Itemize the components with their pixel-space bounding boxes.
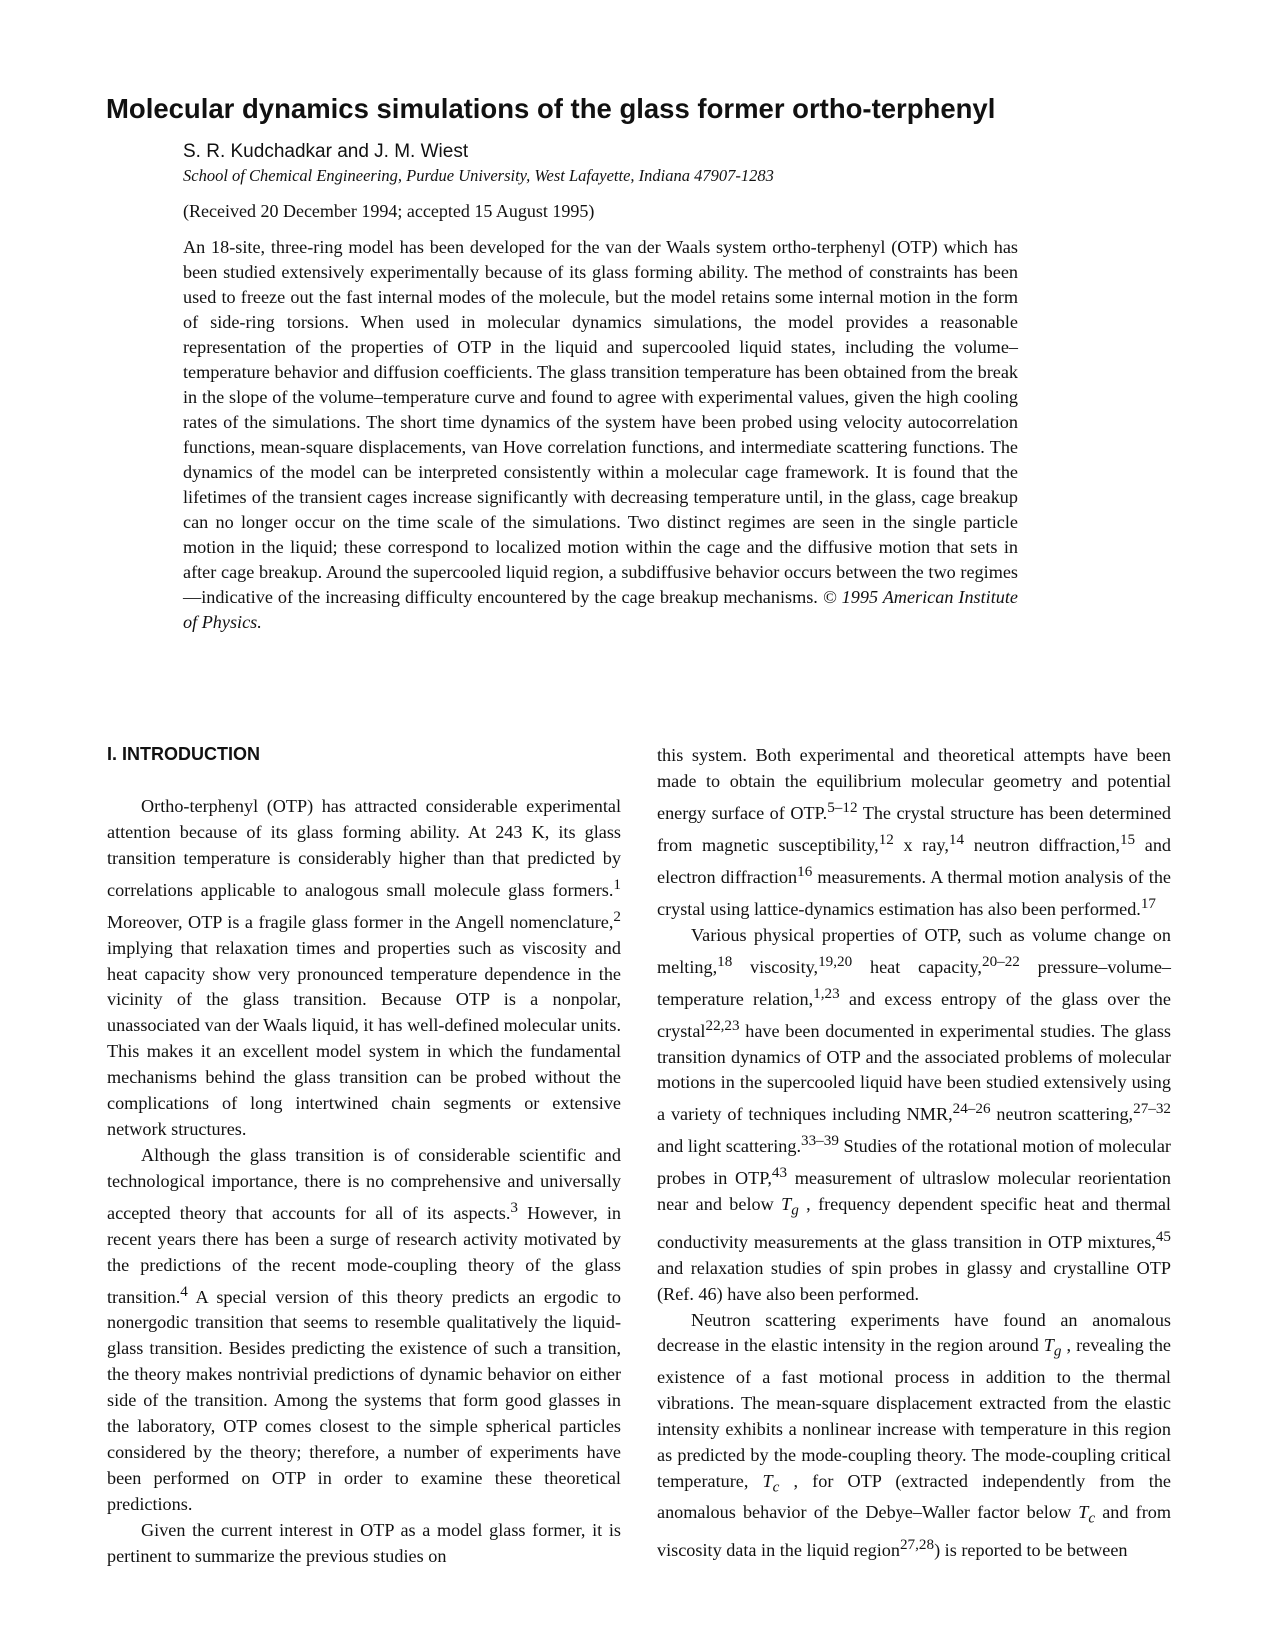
intro-paragraph-3 xyxy=(107,1518,621,1570)
text-span: ) is reported to be between xyxy=(934,1539,1128,1560)
text-span: heat capacity, xyxy=(852,956,982,977)
text-span: and relaxation studies of spin probes in glassy and crystalline OTP (Ref. 46) have also been performed. xyxy=(657,1257,1171,1304)
text-span: Studies of the rotational motion of molecular probes in OTP, xyxy=(657,1136,1171,1189)
text-span: Given the current interest in OTP as a model glass former, it is pertinent to summarize the previous studies on xyxy=(107,1519,621,1566)
intro-paragraph-5 xyxy=(657,1308,1171,1564)
citation-ref: 17 xyxy=(1140,894,1156,912)
text-span: this system. Both experimental and theoretical attempts have been made to obtain the equilibrium molecular geometry and potential energy surface of OTP. xyxy=(657,745,1171,823)
copyright-notice: © 1995 American Institute of Physics. xyxy=(183,587,1019,632)
math-symbol: T xyxy=(1078,1502,1089,1523)
abstract xyxy=(183,235,1018,635)
intro-paragraph-2 xyxy=(107,1143,621,1518)
citation-ref: 2 xyxy=(613,907,621,925)
math-subscript: g xyxy=(1053,1343,1062,1361)
math-subscript: c xyxy=(1088,1509,1096,1527)
math-symbol: T xyxy=(781,1194,792,1215)
citation-ref: 15 xyxy=(1119,830,1136,848)
intro-paragraph-4 xyxy=(657,923,1171,1308)
math-subscript: c xyxy=(772,1478,780,1496)
right-column xyxy=(657,743,1171,1564)
text-span: neutron scattering, xyxy=(990,1104,1134,1125)
math-symbol: T xyxy=(1043,1335,1054,1356)
citation-ref: 45 xyxy=(1155,1227,1171,1245)
text-span: and light scattering. xyxy=(657,1136,802,1157)
text-span: and electron diffraction xyxy=(657,834,1172,887)
citation-ref: 18 xyxy=(717,952,733,970)
text-span: neutron diffraction, xyxy=(964,834,1120,855)
text-span: Ortho-terphenyl (OTP) has attracted considerable experimental attention because of its glass forming ability. At 243 K, its glass transition temperature is considerably higher than that predicted by correlations applicable to analogous small molecule glass formers. xyxy=(107,796,621,900)
text-span: , revealing the existence of a fast motional process in addition to the thermal vibrations. The mean-square displacement extracted from the elastic intensity exhibits a nonlinear increase with temperature in this region as predicted by the mode-coupling theory. The mode-coupling critical temperature, xyxy=(657,1335,1171,1491)
citation-ref: 1,23 xyxy=(813,984,840,1002)
text-span: implying that relaxation times and properties such as viscosity and heat capacity show very pronounced temperature dependence in the vicinity of the glass transition. Because OTP is a nonpolar, unassociated van der Waals liquid, it has well-defined molecular units. This makes it an excellent model system in which the fundamental mechanisms behind the glass transition can be probed without the complications of long intertwined chain segments or extensive network structures. xyxy=(107,937,621,1139)
intro-paragraph-1 xyxy=(107,794,621,1143)
citation-ref: 3 xyxy=(510,1198,518,1216)
text-span: measurement of ultraslow molecular reorientation near and below xyxy=(657,1168,1171,1215)
text-span: pressure–volume–temperature relation, xyxy=(657,956,1171,1009)
paper-title: Molecular dynamics simulations of the glass former ortho-terphenyl xyxy=(106,93,996,124)
citation-ref: 43 xyxy=(771,1164,788,1182)
text-span: and excess entropy of the glass over the crystal xyxy=(657,988,1171,1041)
citation-ref: 24–26 xyxy=(952,1100,991,1118)
citation-ref: 4 xyxy=(180,1282,188,1300)
text-span: Neutron scattering experiments have found an anomalous decrease in the elastic intensity in the region around xyxy=(657,1309,1171,1356)
text-span: have been documented in experimental studies. The glass transition dynamics of OTP and the associated problems of molecular motions in the supercooled liquid have been studied extensively using a variety of techniques including NMR, xyxy=(657,1020,1171,1125)
citation-ref: 27–32 xyxy=(1133,1100,1171,1118)
math-subscript: g xyxy=(791,1201,799,1219)
citation-ref: 1 xyxy=(613,875,621,893)
citation-ref: 5–12 xyxy=(827,798,858,816)
left-column xyxy=(107,742,621,1570)
author-list: S. R. Kudchadkar and J. M. Wiest xyxy=(183,141,469,162)
citation-ref: 33–39 xyxy=(801,1132,839,1150)
text-span: Various physical properties of OTP, such as volume change on melting, xyxy=(657,924,1171,977)
text-span: Moreover, OTP is a fragile glass former in the Angell nomenclature, xyxy=(107,911,614,932)
abstract-text: An 18-site, three-ring model has been developed for the van der Waals system ortho-terphenyl (OTP) which has been studied extensively experimentally because of its glass forming ability. The method of constraints has been used to freeze out the fast internal modes of the molecule, but the model retains some internal motion in the form of side-ring torsions. When used in molecular dynamics simulations, the model provides a reasonable representation of the properties of OTP in the liquid and supercooled liquid states, including the volume–temperature behavior and diffusion coefficients. The glass transition temperature has been obtained from the break in the slope of the volume–temperature curve and found to agree with experimental values, given the high cooling rates of the simulations. The short time dynamics of the system have been probed using velocity autocorrelation functions, mean-square displacements, van Hove correlation functions, and intermediate scattering functions. The dynamics of the model can be interpreted consistently within a molecular cage framework. It is found that the lifetimes of the transient cages increase significantly with decreasing temperature until, in the glass, cage breakup can no longer occur on the time scale of the simulations. Two distinct regimes are seen in the single particle motion in the liquid; these correspond to localized motion within the cage and the diffusive motion that sets in after cage breakup. Around the supercooled liquid region, a subdiffusive behavior occurs between the two regimes—indicative of the increasing difficulty encountered by the cage breakup mechanisms. xyxy=(183,237,1018,607)
text-span: Although the glass transition is of considerable scientific and technological importance, there is no comprehensive and universally accepted theory that accounts for all of its aspects. xyxy=(107,1144,621,1223)
intro-paragraph-3-continued xyxy=(657,743,1171,923)
citation-ref: 19,20 xyxy=(818,952,853,970)
text-span: However, in recent years there has been a surge of research activity motivated by the predictions of the recent mode-coupling theory of the glass transition. xyxy=(107,1202,621,1307)
text-span: , frequency dependent specific heat and thermal conductivity measurements at the glass transition in OTP mixtures, xyxy=(657,1194,1171,1252)
section-heading: I. INTRODUCTION xyxy=(107,744,260,764)
text-span: viscosity, xyxy=(732,956,819,977)
citation-ref: 27,28 xyxy=(899,1535,935,1553)
author-affiliation: School of Chemical Engineering, Purdue University, West Lafayette, Indiana 47907-1283 xyxy=(183,166,774,185)
math-symbol: T xyxy=(762,1470,773,1491)
citation-ref: 14 xyxy=(948,830,965,848)
citation-ref: 22,23 xyxy=(705,1016,740,1034)
citation-ref: 20–22 xyxy=(981,952,1020,970)
text-span: and from viscosity data in the liquid region xyxy=(657,1502,1171,1560)
text-span: , for OTP (extracted independently from the anomalous behavior of the Debye–Waller factor below xyxy=(657,1470,1171,1523)
citation-ref: 12 xyxy=(878,830,894,848)
text-span: x ray, xyxy=(893,834,949,855)
text-span: The crystal structure has been determined from magnetic susceptibility, xyxy=(657,802,1171,855)
text-span: A special version of this theory predicts an ergodic to nonergodic transition that seems to resemble qualitatively the liquid-glass transition. Besides predicting the existence of such a transition, the theory makes nontrivial predictions of dynamic behavior on either side of the transition. Among the systems that form good glasses in the laboratory, OTP comes closest to the simple spherical particles considered by the theory; therefore, a number of experiments have been performed on OTP in order to examine these theoretical predictions. xyxy=(107,1286,621,1514)
text-span: measurements. A thermal motion analysis of the crystal using lattice-dynamics estimation has also been performed. xyxy=(657,866,1171,919)
citation-ref: 16 xyxy=(797,862,813,880)
received-dates: (Received 20 December 1994; accepted 15 August 1995) xyxy=(183,201,595,221)
